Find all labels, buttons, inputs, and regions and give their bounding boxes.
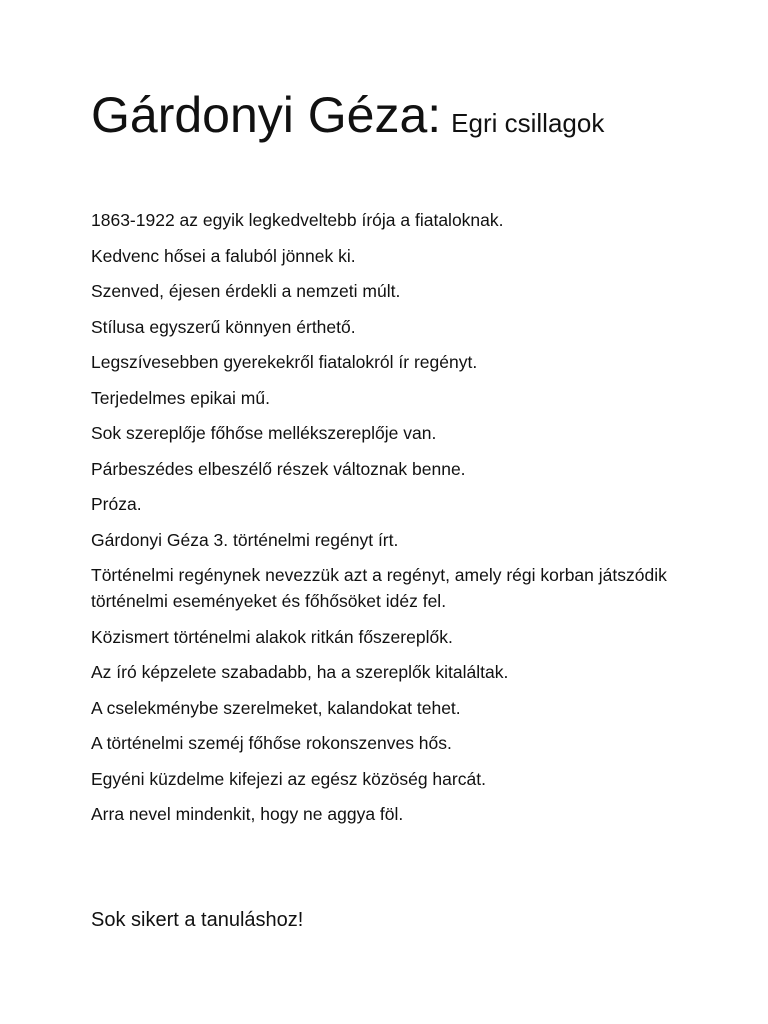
title-work: Egri csillagok [451,108,605,138]
note-line: Sok szereplője főhőse mellékszereplője van. [91,423,437,443]
note-line: Gárdonyi Géza 3. történelmi regényt írt. [91,529,399,550]
note-line: Egyéni küzdelme kifejezi az egész közöség harcát. [91,768,486,789]
note-line: A cselekménybe szerelmeket, kalandokat tehet. [91,697,461,718]
notes-list [91,207,691,837]
note-line: Párbeszédes elbeszélő részek változnak benne. [91,458,466,479]
title-author: Gárdonyi Géza: [91,87,442,143]
note-line: Az író képzelete szabadabb, ha a szereplők kitaláltak. [91,662,509,682]
note-line: A történelmi szeméj főhőse rokonszenves hős. [91,733,452,753]
note-line: Arra nevel mindenkit, hogy ne aggya föl. [91,804,404,824]
note-line: Próza. [91,494,142,514]
note-line: Kedvenc hősei a faluból jönnek ki. [91,245,356,266]
note-line: Történelmi regénynek nevezzük azt a regényt, amely régi korban játszódik történelmi eseményeket és főhősöket idéz fel. [91,565,667,611]
note-line: Terjedelmes epikai mű. [91,387,270,408]
note-line: Legszívesebben gyerekekről fiatalokról ír regényt. [91,352,478,372]
note-line: 1863-1922 az egyik legkedveltebb írója a fiataloknak. [91,210,504,230]
closing-message: Sok sikert a tanuláshoz! [91,909,304,931]
note-line: Stílusa egyszerű könnyen érthető. [91,316,356,337]
note-line: Közismert történelmi alakok ritkán főszereplők. [91,626,453,647]
note-line: Szenved, éjesen érdekli a nemzeti múlt. [91,281,401,301]
document-title [91,87,605,143]
